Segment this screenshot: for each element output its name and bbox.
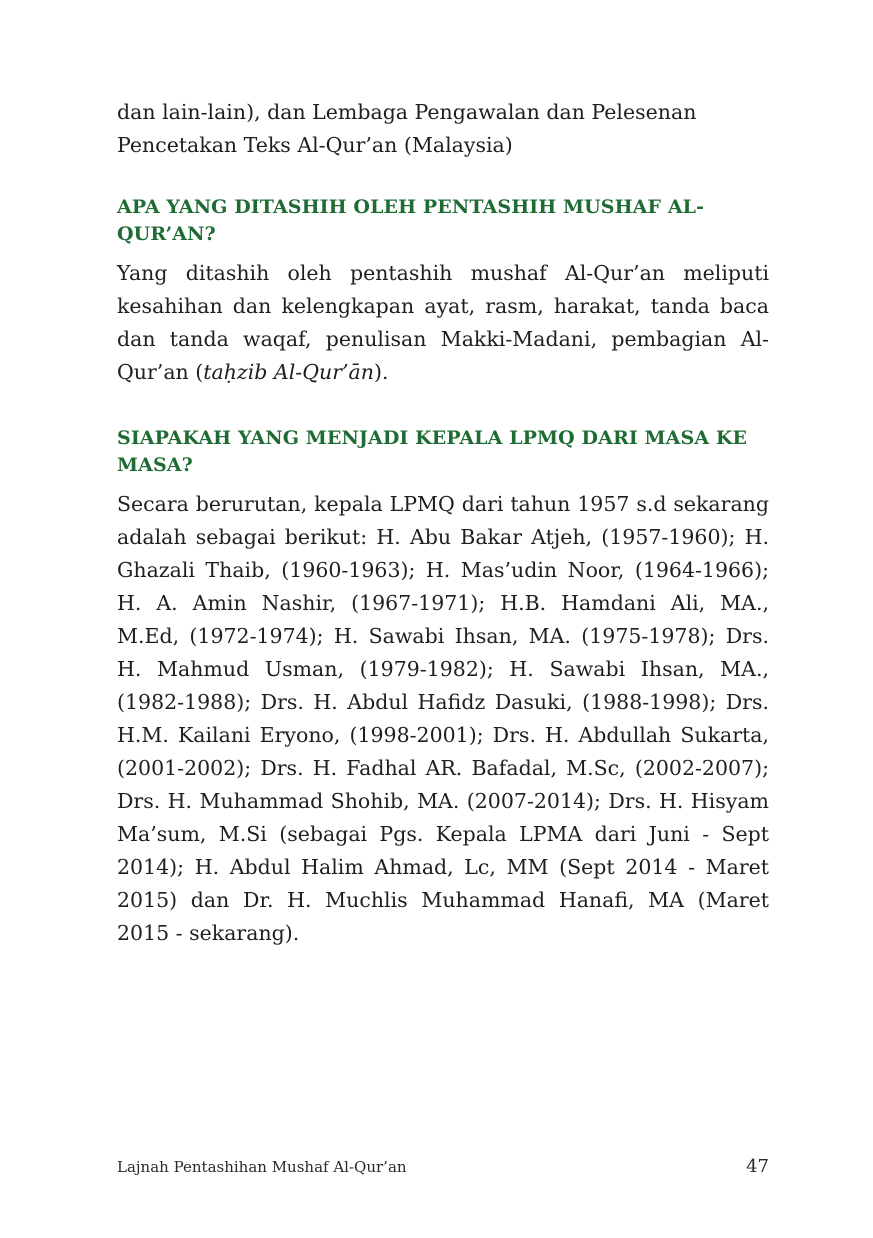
paragraph-text: Yang ditashih oleh pentashih mushaf Al-Qur’an meliputi kesahihan dan kelengkapan ayat, rasm, harakat, tanda baca dan tanda waqaf, penulisan Makki-Madani, pembagian Al-Qur’an ( bbox=[117, 261, 769, 384]
spacer bbox=[117, 479, 769, 488]
spacer bbox=[117, 162, 769, 194]
section-paragraph-tashih bbox=[117, 257, 769, 389]
section-paragraph-kepala-lpmq: Secara berurutan, kepala LPMQ dari tahun 1957 s.d sekarang adalah sebagai berikut: H. Abu Bakar Atjeh, (1957-1960); H. Ghazali Thaib, (1960-1963); H. Mas’udin Noor, (1964-1966); H. A. Amin Nashir, (1967-1971); H.B. Hamdani Ali, MA., M.Ed, (1972-1974); H. Sawabi Ihsan, MA. (1975-1978); Drs. H. Mahmud Usman, (1979-1982); H. Sawabi Ihsan, MA., (1982-1988); Drs. H. Abdul Hafidz Dasuki, (1988-1998); Drs. H.M. Kailani Eryono, (1998-2001); Drs. H. Abdullah Sukarta, (2001-2002); Drs. H. Fadhal AR. Bafadal, M.Sc, (2002-2007); Drs. H. Muhammad Shohib, MA. (2007-2014); Drs. H. Hisyam Ma’sum, M.Si (sebagai Pgs. Kepala LPMA dari Juni - Sept 2014); H. Abdul Halim Ahmad, Lc, MM (Sept 2014 - Maret 2015) dan Dr. H. Muchlis Muhammad Hanafi, MA (Maret 2015 - sekarang). bbox=[117, 492, 769, 945]
spacer bbox=[117, 248, 769, 257]
spacer bbox=[117, 389, 769, 425]
section-heading-tashih: APA YANG DITASHIH OLEH PENTASHIH MUSHAF AL-QUR’AN? bbox=[117, 196, 705, 245]
page-number: 47 bbox=[746, 1156, 769, 1177]
intro-paragraph: dan lain-lain), dan Lembaga Pengawalan dan Pelesenan Pencetakan Teks Al-Qur’an (Malaysia) bbox=[117, 100, 697, 157]
page-content bbox=[117, 96, 769, 950]
paragraph-text: ). bbox=[373, 360, 389, 384]
transliteration-term: taḥzib Al-Qur’ān bbox=[203, 360, 374, 384]
section-heading-kepala-lpmq: SIAPAKAH YANG MENJADI KEPALA LPMQ DARI MASA KE MASA? bbox=[117, 427, 748, 476]
footer-book-title: Lajnah Pentashihan Mushaf Al-Qur’an bbox=[117, 1158, 407, 1176]
